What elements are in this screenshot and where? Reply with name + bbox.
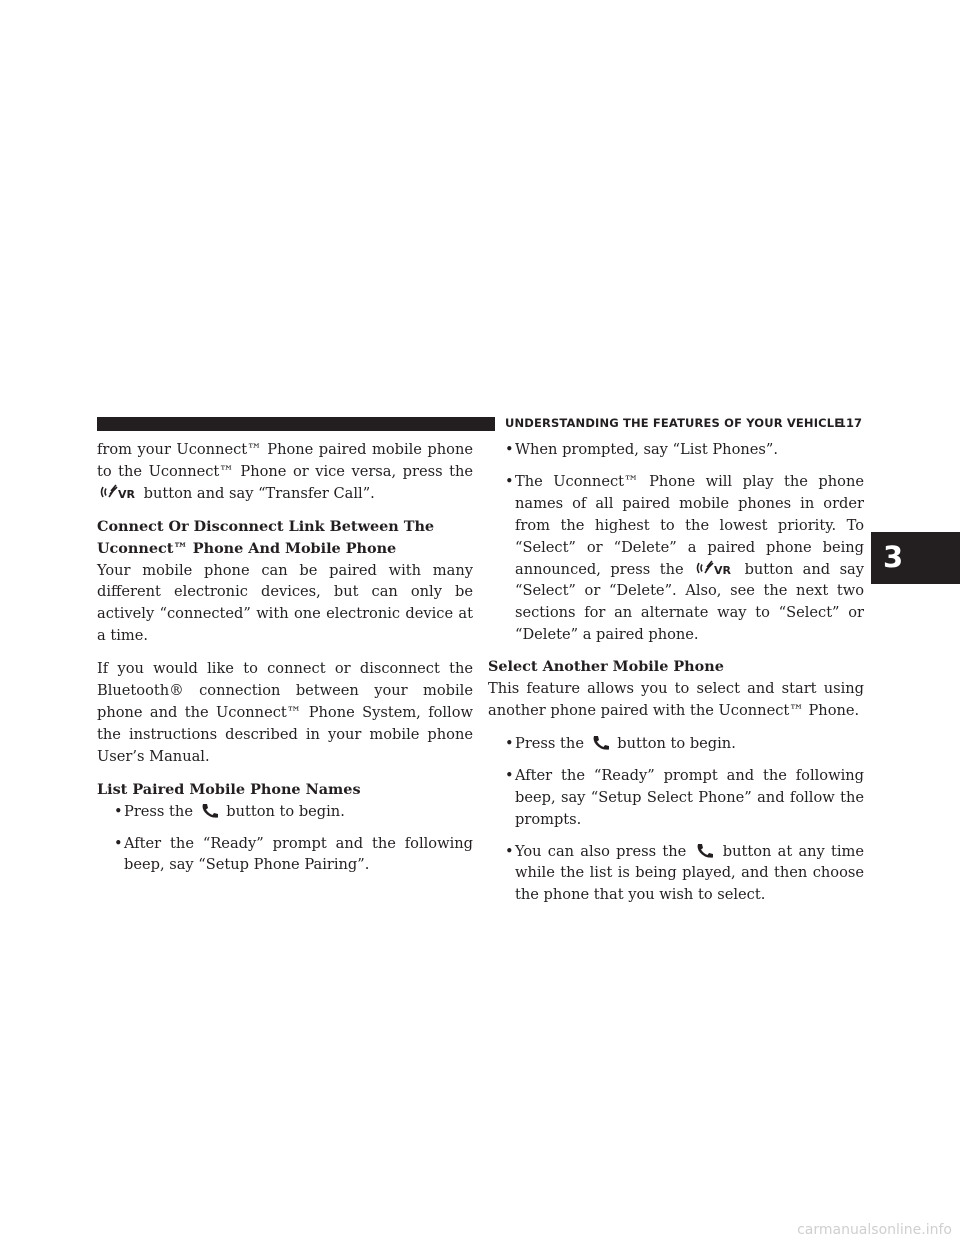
- list-select-steps: [488, 733, 864, 906]
- section-tab: [871, 532, 960, 584]
- text: button and say “Transfer Call”.: [143, 484, 375, 502]
- text: from your Uconnect™ Phone paired mobile phone to the Uconnect™ Phone or vice versa, press the: [97, 441, 473, 480]
- text: button and say “Select” or “Delete”. Also, see the next two sections for an alternate way to “Select” or “Delete” a paired phone.: [515, 560, 865, 644]
- list-item: [488, 471, 864, 646]
- vr-voice-icon: [695, 559, 733, 577]
- text: After the “Ready” prompt and the following beep, say “Setup Phone Pairing”.: [124, 834, 473, 874]
- bullet: •: [114, 834, 123, 852]
- text: button to begin.: [617, 734, 736, 752]
- text: When prompted, say “List Phones”.: [515, 441, 778, 458]
- bullet: •: [505, 472, 514, 490]
- watermark: carmanualsonline.info: [797, 1222, 952, 1238]
- paragraph-transfer-call: [97, 439, 473, 505]
- paragraph-bluetooth: If you would like to connect or disconnect the Bluetooth® connection between your mobile phone and the Uconnect™ Phone System, follow the instructions described in your mobile phone User’s Manual.: [97, 660, 473, 765]
- bullet: •: [505, 766, 514, 784]
- bullet: •: [505, 842, 514, 860]
- list-item: [488, 765, 864, 831]
- phone-handset-icon: [200, 803, 220, 819]
- text: You can also press the: [515, 842, 687, 860]
- heading-connect-disconnect: Connect Or Disconnect Link Between The Uconnect™ Phone And Mobile Phone: [97, 517, 435, 557]
- list-phone-steps: [488, 439, 864, 646]
- bullet: •: [505, 734, 514, 752]
- page-header: [97, 415, 872, 435]
- svg-text:VR: VR: [118, 487, 135, 501]
- section-number: 3: [883, 540, 904, 574]
- text: Press the: [124, 802, 193, 820]
- vr-voice-icon: [99, 483, 137, 501]
- text: The Uconnect™ Phone will play the phone names of all paired mobile phones in order from the highest to the lowest priority. To “Select” or “Delete” a paired phone being announced, press the: [515, 472, 864, 578]
- list-item: [488, 841, 864, 907]
- text: button at any time while the list is being played, and then choose the phone that you wish to select.: [515, 842, 865, 904]
- chapter-title: UNDERSTANDING THE FEATURES OF YOUR VEHICLE: [505, 416, 843, 430]
- right-column: [488, 439, 864, 916]
- heading-select-another: Select Another Mobile Phone: [488, 658, 724, 676]
- svg-text:VR: VR: [714, 563, 732, 577]
- list-item: [488, 733, 864, 755]
- left-column: [97, 439, 473, 886]
- list-item: [97, 833, 473, 877]
- text: button to begin.: [226, 802, 345, 820]
- list-item: [97, 801, 473, 823]
- list-item: [488, 439, 864, 461]
- page-number: 117: [837, 416, 862, 430]
- header-bar: [97, 417, 495, 431]
- phone-handset-icon: [591, 735, 611, 751]
- phone-handset-icon: [695, 843, 715, 859]
- bullet: •: [505, 441, 514, 458]
- text: Press the: [515, 734, 584, 752]
- bullet: •: [114, 802, 123, 820]
- list-paired-steps: [97, 801, 473, 877]
- paragraph-select-feature: This feature allows you to select and start using another phone paired with the Uconnect™ Phone.: [488, 680, 864, 719]
- text: After the “Ready” prompt and the following beep, say “Setup Select Phone” and follow the prompts.: [515, 766, 864, 828]
- heading-list-paired: List Paired Mobile Phone Names: [97, 780, 361, 798]
- paragraph-paired-devices: Your mobile phone can be paired with many different electronic devices, but can only be actively “connected” with one electronic device at a time.: [97, 561, 473, 645]
